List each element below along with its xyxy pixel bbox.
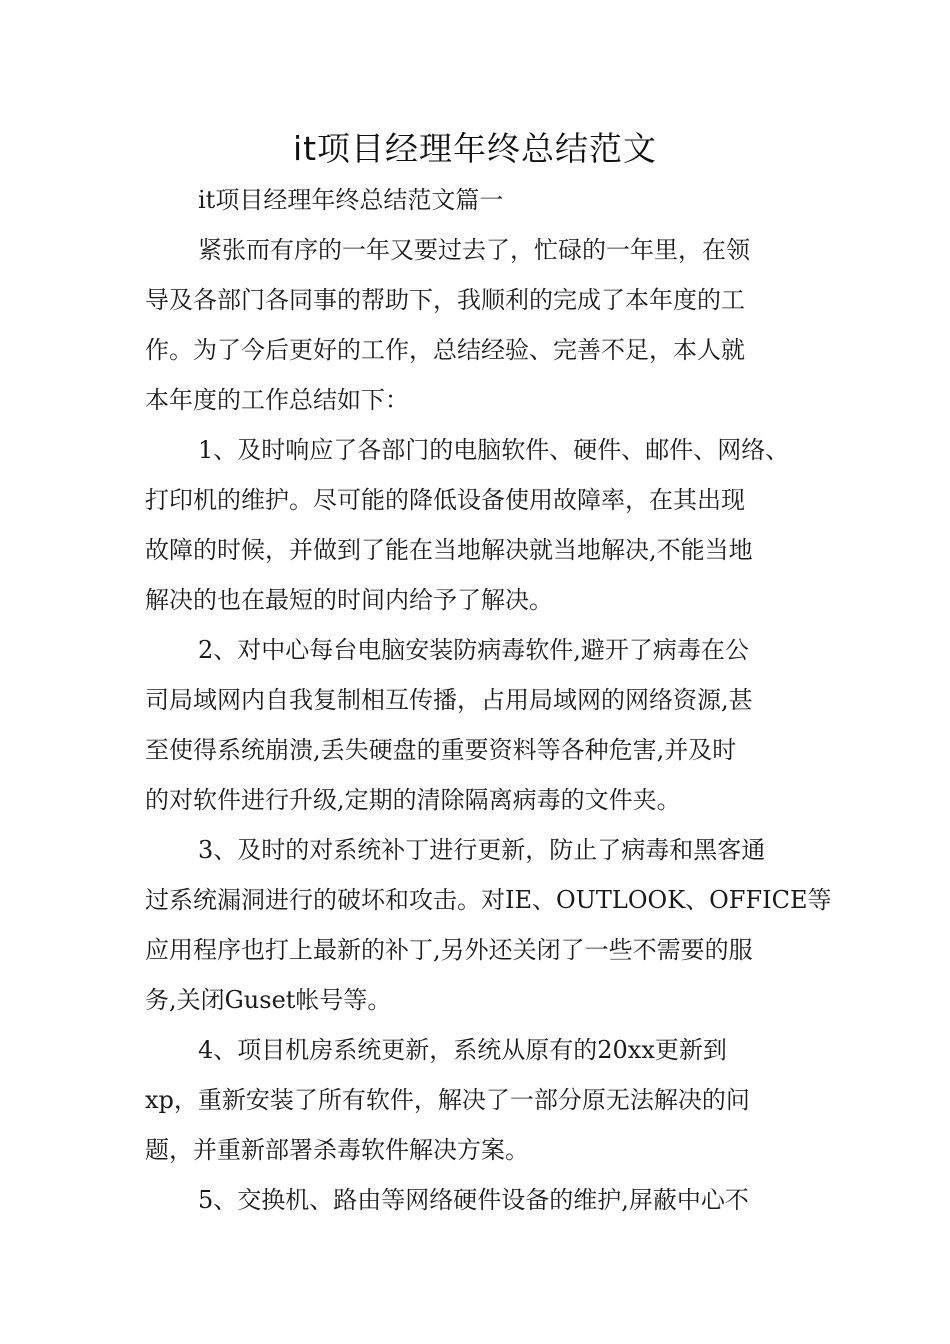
text-line: 故障的时候，并做到了能在当地解决就当地解决,不能当地 (145, 536, 753, 564)
text-line: 题，并重新部署杀毒软件解决方案。 (145, 1136, 529, 1164)
text-line: 1、及时响应了各部门的电脑软件、硬件、邮件、网络、 (198, 436, 790, 464)
text-line: 打印机的维护。尽可能的降低设备使用故障率，在其出现 (145, 486, 745, 514)
text-line: 的对软件进行升级,定期的清除隔离病毒的文件夹。 (145, 786, 681, 814)
text-line: 应用程序也打上最新的补丁,另外还关闭了一些不需要的服 (145, 936, 753, 964)
section-heading: it项目经理年终总结范文篇一 (198, 186, 504, 214)
text-line: 2、对中心每台电脑安装防病毒软件,避开了病毒在公 (198, 636, 749, 664)
text-line: 至使得系统崩溃,丢失硬盘的重要资料等各种危害,并及时 (145, 736, 737, 764)
text-line: 司局域网内自我复制相互传播，占用局域网的网络资源,甚 (145, 686, 753, 714)
text-line: 解决的也在最短的时间内给予了解决。 (145, 586, 553, 614)
text-line: 5、交换机、路由等网络硬件设备的维护,屏蔽中心不 (198, 1186, 749, 1214)
text-line: 4、项目机房系统更新，系统从原有的20xx更新到 (198, 1036, 727, 1064)
text-line: 紧张而有序的一年又要过去了，忙碌的一年里，在领 (198, 236, 750, 264)
text-line: 过系统漏洞进行的破坏和攻击。对IE、OUTLOOK、OFFICE等 (145, 886, 832, 914)
text-line: xp，重新安装了所有软件，解决了一部分原无法解决的问 (145, 1086, 750, 1114)
text-line: 导及各部门各同事的帮助下，我顺利的完成了本年度的工 (145, 286, 745, 314)
text-line: 3、及时的对系统补丁进行更新，防止了病毒和黑客通 (198, 836, 766, 864)
text-line: 务,关闭Guset帐号等。 (145, 986, 392, 1014)
text-line: 本年度的工作总结如下： (145, 386, 409, 414)
text-line: 作。为了今后更好的工作，总结经验、完善不足，本人就 (145, 336, 745, 364)
document-title: it项目经理年终总结范文 (292, 129, 658, 168)
